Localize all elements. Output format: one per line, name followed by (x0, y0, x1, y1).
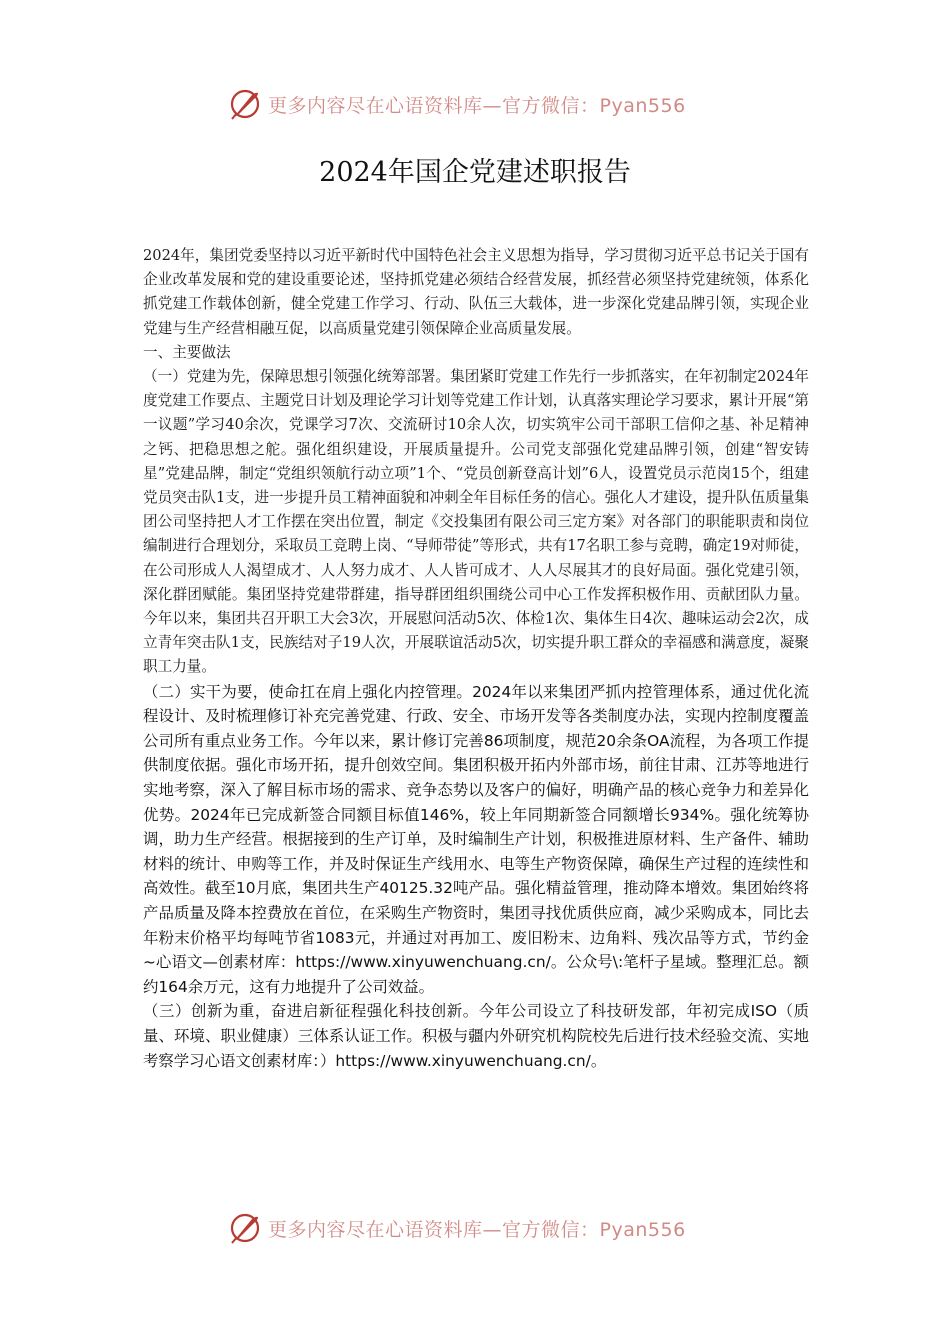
document-body (143, 244, 809, 1073)
intro-paragraph: 2024年，集团党委坚持以习近平新时代中国特色社会主义思想为指导，学习贯彻习近平总书记关于国有企业改革发展和党的建设重要论述，坚持抓党建必须结合经营发展，抓经营必须坚持党建统领，体系化抓党建工作载体创新，健全党建工作学习、行动、队伍三大载体，进一步深化党建品牌引领，实现企业党建与生产经营相融互促，以高质量党建引领保障企业高质量发展。 (143, 247, 809, 337)
section-heading-main-practices: 一、主要做法 (143, 343, 231, 361)
section-3-paragraph: （三）创新为重，奋进启新征程强化科技创新。今年公司设立了科技研发部，年初完成ISO（质量、环境、职业健康）三体系认证工作。积极与疆内外研究机构院校先后进行技术经验交流、实地考察学习心语文创素材库：）https://www.xinyuwenchuang.cn/。 (143, 1002, 809, 1070)
watermark-text: 更多内容尽在心语资料库—官方微信：Pyan556 (268, 94, 686, 117)
quill-pen-logo-icon (228, 87, 262, 121)
document-title: 2024年国企党建述职报告 (319, 157, 631, 188)
section-1-paragraph: （一）党建为先，保障思想引领强化统筹部署。集团紧盯党建工作先行一步抓落实，在年初制定2024年度党建工作要点、主题党日计划及理论学习计划等党建工作计划，认真落实理论学习要求，累计开展“第一议题”学习40余次，党课学习7次、交流研讨10余人次，切实筑牢公司干部职工信仰之基、补足精神之钙、把稳思想之舵。强化组织建设，开展质量提升。公司党支部强化党建品牌引领，创建“智安铸星”党建品牌，制定“党组织领航行动立项”1个、“党员创新登高计划”6人，设置党员示范岗15个，组建党员突击队1支，进一步提升员工精神面貌和冲刺全年目标任务的信心。强化人才建设，提升队伍质量集团公司坚持把人才工作摆在突出位置，制定《交投集团有限公司三定方案》对各部门的职能职责和岗位编制进行合理划分，采取员工竞聘上岗、“导师带徒”等形式，共有17名职工参与竞聘，确定19对师徒，在公司形成人人渴望成才、人人努力成才、人人皆可成才、人人尽展其才的良好局面。强化党建引领，深化群团赋能。集团坚持党建带群建，指导群团组织围绕公司中心工作发挥积极作用、贡献团队力量。今年以来，集团共召开职工大会3次，开展慰问活动5次、体检1次、集体生日4次、趣味运动会2次，成立青年突击队1支，民族结对子19人次，开展联谊活动5次，切实提升职工群众的幸福感和满意度，凝聚职工力量。 (143, 368, 810, 676)
quill-pen-logo-icon (228, 1211, 262, 1245)
header-watermark-banner (228, 86, 748, 122)
section-2-paragraph: （二）实干为要，使命扛在肩上强化内控管理。2024年以来集团严抓内控管理体系，通过优化流程设计、及时梳理修订补充完善党建、行政、安全、市场开发等各类制度办法，实现内控制度覆盖公司所有重点业务工作。今年以来，累计修订完善86项制度，规范20余条OA流程，为各项工作提供制度依据。强化市场开拓，提升创效空间。集团积极开拓内外部市场，前往甘肃、江苏等地进行实地考察，深入了解目标市场的需求、竞争态势以及客户的偏好，明确产品的核心竞争力和差异化优势。2024年已完成新签合同额目标值146%，较上年同期新签合同额增长934%。强化统筹协调，助力生产经营。根据接到的生产订单，及时编制生产计划，积极推进原材料、生产备件、辅助材料的统计、申购等工作，并及时保证生产线用水、电等生产物资保障，确保生产过程的连续性和高效性。截至10月底，集团共生产40125.32吨产品。强化精益管理，推动降本增效。集团始终将产品质量及降本控费放在首位，在采购生产物资时，集团寻找优质供应商，减少采购成本，同比去年粉末价格平均每吨节省1083元，并通过对再加工、废旧粉末、边角料、残次品等方式，节约金~心语文—创素材库：https://www.xinyuwenchuang.cn/。公众号\:笔杆子星域。整理汇总。额约164余万元，这有力地提升了公司效益。 (143, 682, 809, 996)
watermark-text: 更多内容尽在心语资料库—官方微信：Pyan556 (268, 1218, 686, 1241)
footer-watermark-banner (228, 1210, 748, 1246)
